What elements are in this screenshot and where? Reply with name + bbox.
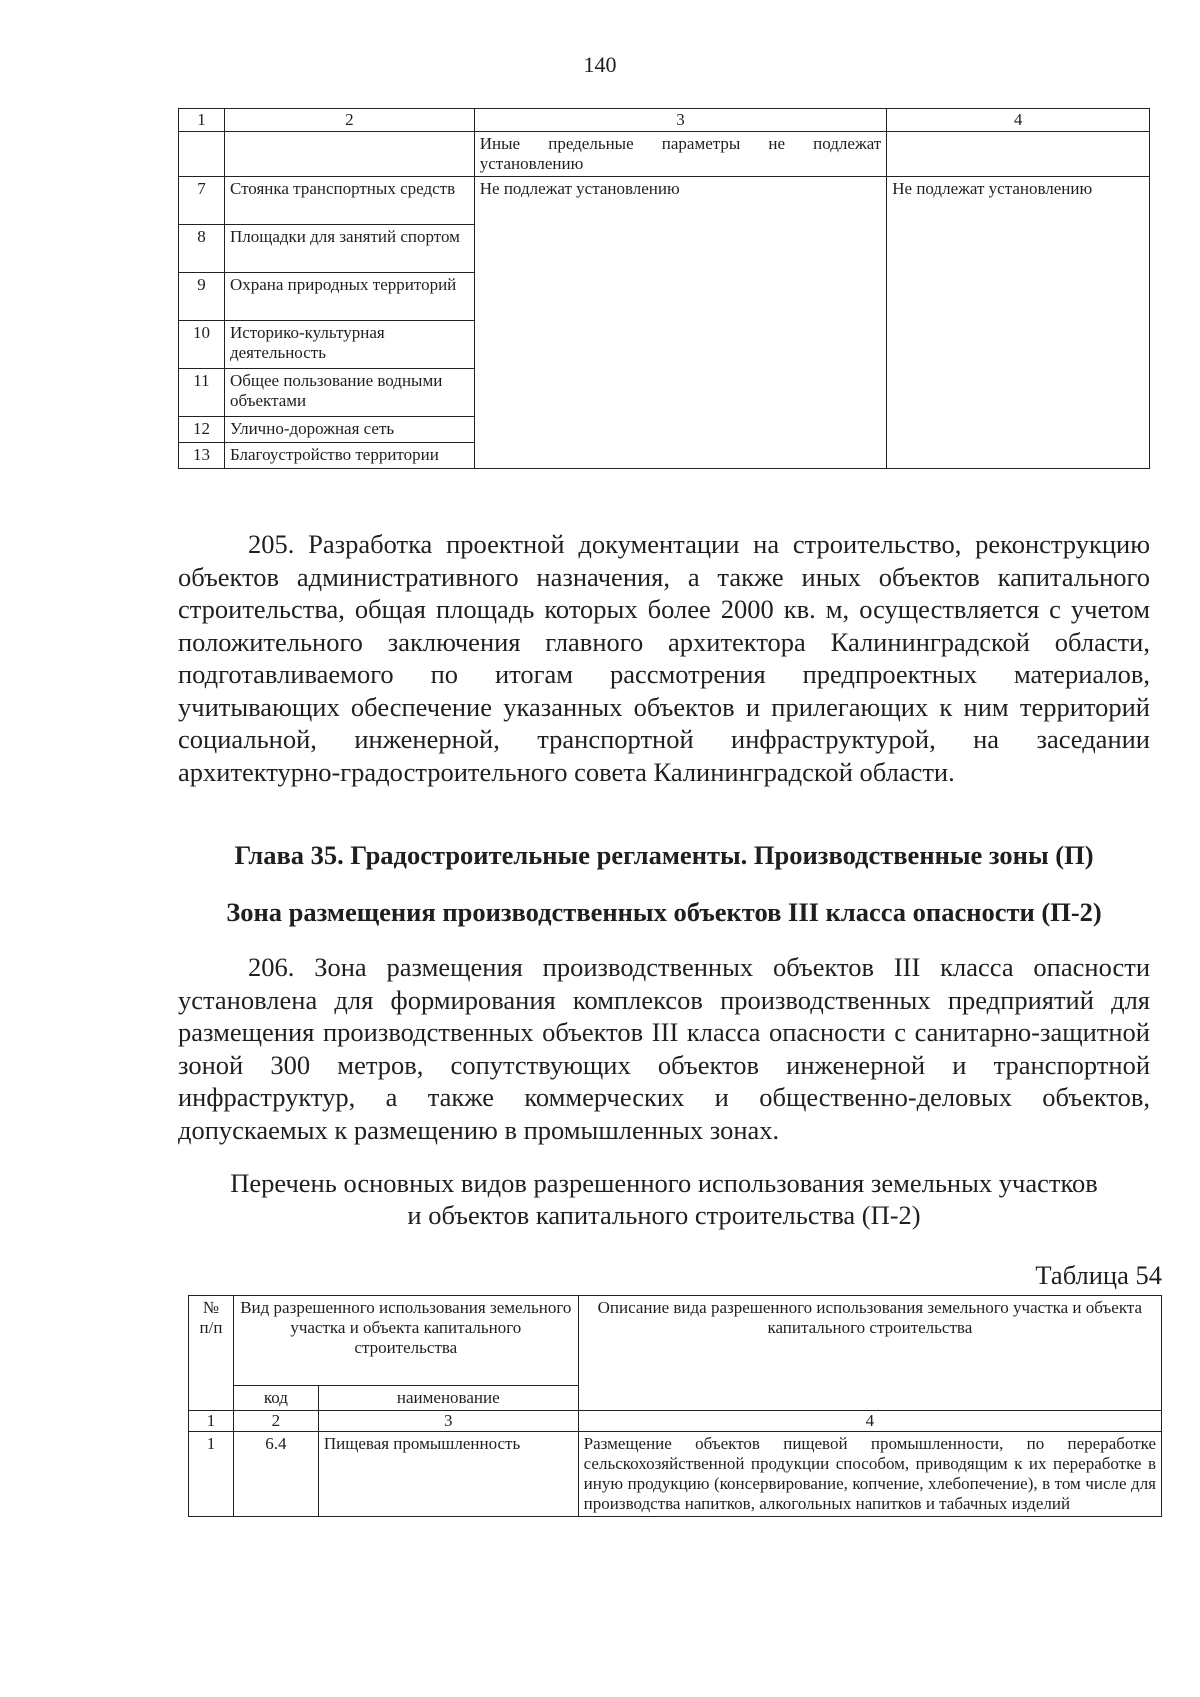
paragraph-206 xyxy=(178,951,1150,1146)
col-num-header: № п/п xyxy=(189,1296,234,1411)
table-row xyxy=(189,1432,1162,1517)
page-number: 140 xyxy=(583,52,617,77)
header-cell: 2 xyxy=(224,109,474,132)
table-row xyxy=(179,132,1150,177)
col-kind-header: Вид разрешенного использования земельного участка и объекта капитального строительства xyxy=(233,1296,578,1386)
table-row xyxy=(179,177,1150,225)
row-name: Историко-культурная деятельность xyxy=(224,321,474,369)
table-header-row xyxy=(179,109,1150,132)
paragraph-number: 205. xyxy=(248,529,295,559)
row-name: Площадки для занятий спортом xyxy=(224,225,474,273)
col3-value: Не подлежат установлению xyxy=(474,177,886,469)
empty-cell xyxy=(224,132,474,177)
chapter-heading: Глава 35. Градостроительные регламенты. Производственные зоны (П) xyxy=(234,840,1094,870)
row-number: 12 xyxy=(179,417,225,443)
row-code: 6.4 xyxy=(233,1432,318,1517)
column-number: 2 xyxy=(233,1411,318,1432)
row-name: Улично-дорожная сеть xyxy=(224,417,474,443)
row-description: Размещение объектов пищевой промышленности, по переработке сельскохозяйственной продукции способом, приводящим к их переработке в иную продукцию (консервирование, копчение, хлебопечение), в том числе для производства напитков, алкогольных напитков и табачных изделий xyxy=(578,1432,1161,1517)
permitted-use-table xyxy=(188,1295,1162,1517)
paragraph-text: Зона размещения производственных объектов III класса опасности установлена для формирования комплексов производственных предприятий для размещения производственных объектов III класса опасности с санитарно-защитной зоной 300 метров, сопутствующих объектов инженерной и транспортной инфраструктур, а также коммерческих и общественно-деловых объектов, допускаемых к размещению в промышленных зонах. xyxy=(178,952,1151,1145)
row-name: Общее пользование водными объектами xyxy=(224,369,474,417)
header-cell: 3 xyxy=(474,109,886,132)
other-limits-cell: Иные предельные параметры не подлежат установлению xyxy=(474,132,886,177)
table-header-row xyxy=(189,1296,1162,1386)
column-numbers-row xyxy=(189,1411,1162,1432)
list-title-line: Перечень основных видов разрешенного использования земельных участков xyxy=(230,1168,1098,1198)
row-name: Охрана природных территорий xyxy=(224,273,474,321)
paragraph-205 xyxy=(178,528,1150,788)
row-number: 9 xyxy=(179,273,225,321)
row-number: 7 xyxy=(179,177,225,225)
table-caption: Таблица 54 xyxy=(1035,1260,1162,1290)
row-number: 8 xyxy=(179,225,225,273)
col-name-header: наименование xyxy=(318,1386,578,1411)
header-cell: 4 xyxy=(887,109,1150,132)
row-number: 13 xyxy=(179,443,225,469)
paragraph-text: Разработка проектной документации на строительство, реконструкцию объектов административного назначения, а также иных объектов капитального строительства, общая площадь которых более 2000 кв. м, осуществляется с учетом положительного заключения главного архитектора Калининградской области, подготавливаемого по итогам рассмотрения предпроектных материалов, учитывающих обеспечение указанных объектов и прилегающих к ним территорий социальной, инженерной, транспортной инфраструктурой, на заседании архитектурно-градостроительного совета Калининградской области. xyxy=(178,529,1150,787)
empty-cell xyxy=(179,132,225,177)
empty-cell xyxy=(887,132,1150,177)
column-number: 1 xyxy=(189,1411,234,1432)
row-name: Стоянка транспортных средств xyxy=(224,177,474,225)
column-number: 3 xyxy=(318,1411,578,1432)
row-number: 11 xyxy=(179,369,225,417)
continuation-table xyxy=(178,108,1150,469)
row-name: Пищевая промышленность xyxy=(318,1432,578,1517)
list-title-line: и объектов капитального строительства (П-2) xyxy=(407,1200,921,1230)
row-number: 10 xyxy=(179,321,225,369)
col4-value: Не подлежат установлению xyxy=(887,177,1150,469)
col-desc-header: Описание вида разрешенного использования земельного участка и объекта капитального строительства xyxy=(578,1296,1161,1411)
header-cell: 1 xyxy=(179,109,225,132)
list-title xyxy=(178,1167,1150,1231)
zone-heading: Зона размещения производственных объектов III класса опасности (П-2) xyxy=(226,897,1102,927)
column-number: 4 xyxy=(578,1411,1161,1432)
paragraph-number: 206. xyxy=(248,952,295,982)
col-code-header: код xyxy=(233,1386,318,1411)
row-number: 1 xyxy=(189,1432,234,1517)
row-name: Благоустройство территории xyxy=(224,443,474,469)
